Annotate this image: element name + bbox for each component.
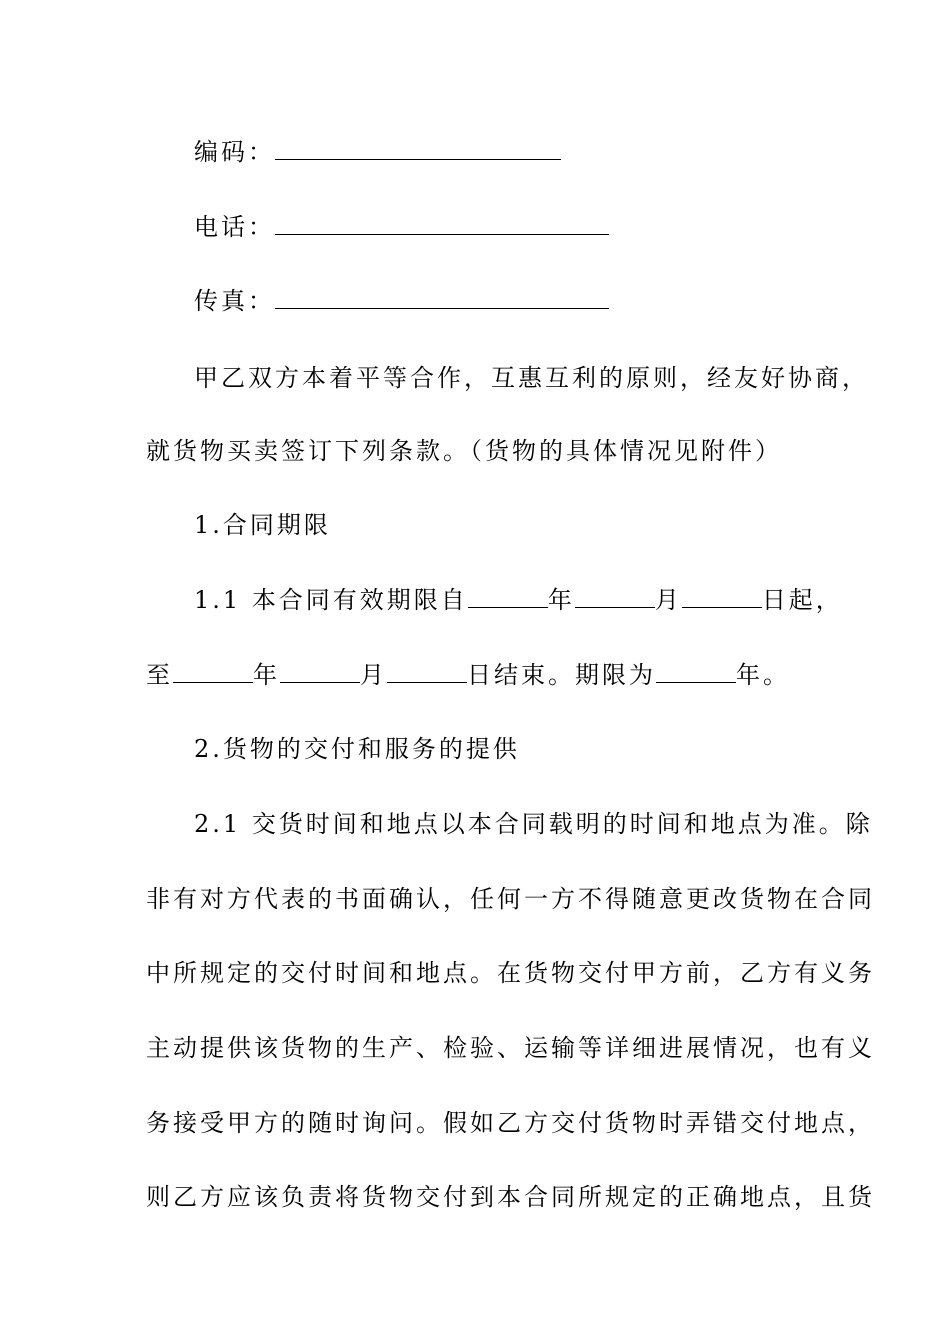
clause-2-1-text-5: 务接受甲方的随时询问。假如乙方交付货物时弄错交付地点，: [146, 1109, 875, 1137]
intro-text-1: 甲乙双方本着平等合作，互惠互利的原则，经友好协商，: [194, 364, 869, 392]
clause-2-1-line-1: [0, 808, 950, 840]
code-field-row: [0, 136, 950, 168]
term-years-blank: [656, 662, 736, 683]
clause-2-1-text-6: 则乙方应该负责将货物交付到本合同所规定的正确地点，且货: [146, 1183, 875, 1211]
day-end-label: 日结束。期限为: [467, 661, 656, 689]
fax-blank: [275, 288, 609, 309]
year-label: 年: [547, 586, 575, 614]
start-year-blank: [468, 587, 548, 608]
clause-2-1-number: 2.1: [194, 810, 242, 838]
clause-2-1-line-2: [0, 883, 950, 915]
day-start-label: 日起，: [761, 586, 843, 614]
end-month-label: 月: [360, 661, 387, 689]
term-year-label: 年。: [736, 661, 790, 689]
code-blank: [275, 139, 561, 160]
section-1-title: 1.合同期限: [194, 511, 331, 539]
end-month-blank: [280, 662, 360, 683]
section-2-title: 2.货物的交付和服务的提供: [194, 735, 520, 763]
month-label: 月: [654, 586, 682, 614]
clause-2-1-line-4: [0, 1032, 950, 1064]
phone-blank: [275, 214, 609, 235]
clause-2-1-text-1: 交货时间和地点以本合同载明的时间和地点为准。除: [251, 810, 873, 838]
clause-1-1-start: 本合同有效期限自: [251, 586, 468, 614]
intro-text-2: 就货物买卖签订下列条款。（货物的具体情况见附件）: [146, 437, 782, 465]
clause-2-1-line-6: [0, 1181, 950, 1213]
section-2-heading: [0, 733, 950, 765]
code-label: 编码：: [194, 138, 275, 166]
start-month-blank: [575, 587, 655, 608]
phone-field-row: [0, 211, 950, 243]
clause-1-1-line-2: [0, 659, 950, 691]
clause-2-1-line-3: [0, 957, 950, 989]
start-day-blank: [682, 587, 762, 608]
clause-2-1-line-5: [0, 1107, 950, 1139]
intro-line-1: [0, 362, 950, 394]
end-year-label: 年: [253, 661, 280, 689]
clause-2-1-text-4: 主动提供该货物的生产、检验、运输等详细进展情况，也有义: [146, 1034, 875, 1062]
clause-2-1-text-3: 中所规定的交付时间和地点。在货物交付甲方前，乙方有义务: [146, 959, 875, 987]
clause-2-1-text-2: 非有对方代表的书面确认，任何一方不得随意更改货物在合同: [146, 885, 875, 913]
phone-label: 电话：: [194, 213, 275, 241]
section-1-heading: [0, 509, 950, 541]
end-day-blank: [387, 662, 467, 683]
end-year-blank: [173, 662, 253, 683]
to-label: 至: [146, 661, 173, 689]
clause-1-1-line-1: [0, 584, 950, 616]
fax-label: 传真：: [194, 287, 275, 315]
intro-line-2: [0, 435, 950, 467]
clause-1-1-number: 1.1: [194, 586, 242, 614]
fax-field-row: [0, 285, 950, 317]
